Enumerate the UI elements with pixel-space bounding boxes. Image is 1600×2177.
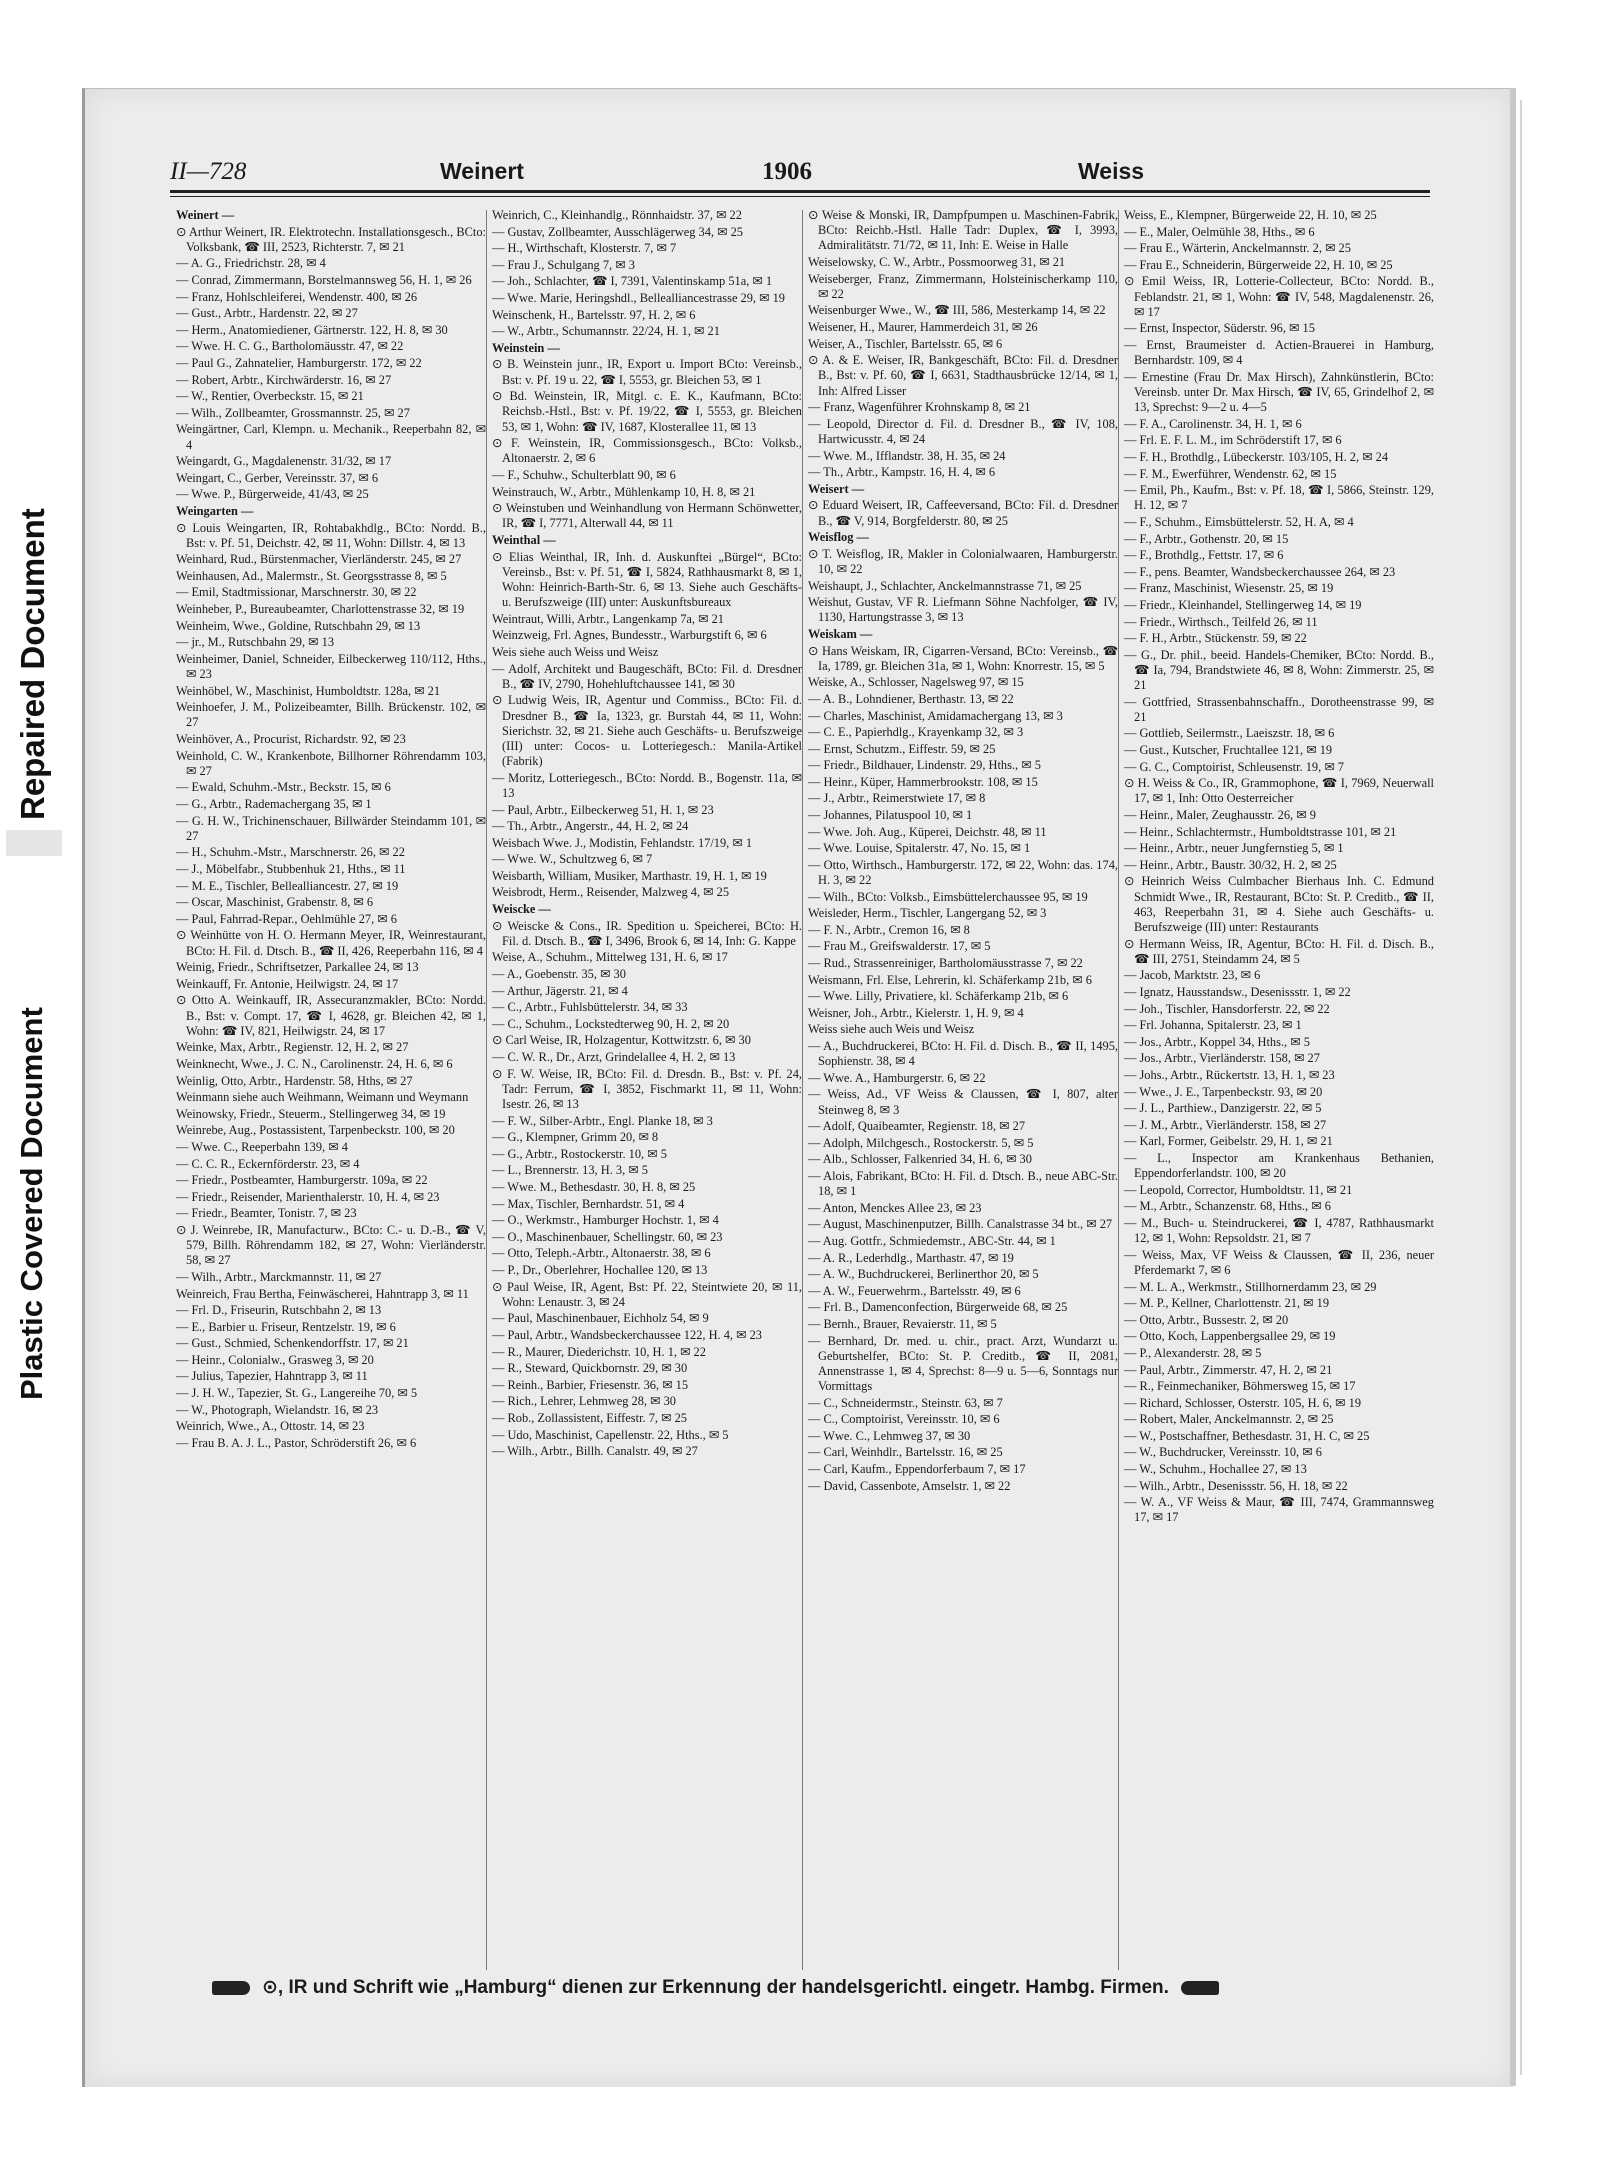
column-divider <box>802 210 803 1970</box>
directory-entry: Weinhausen, Ad., Malermstr., St. Georgsstrasse 8, ✉ 5 <box>176 568 447 583</box>
firm-entry <box>492 501 802 531</box>
directory-entry: Weiss siehe auch Weis und Weisz <box>808 1022 975 1037</box>
directory-entry: — Jos., Arbtr., Vierländerstr. 158, ✉ 27 <box>1124 1051 1320 1066</box>
directory-entry: — A. G., Friedrichstr. 28, ✉ 4 <box>176 256 326 271</box>
directory-entry: — H., Wirthschaft, Klosterstr. 7, ✉ 7 <box>492 241 677 256</box>
directory-entry: — Weiss, Max, VF Weiss & Claussen, ☎ II, 236, neuer Pferdemarkt 7, ✉ 6 <box>1124 1247 1434 1277</box>
firm-entry <box>492 1280 802 1310</box>
directory-entry: — G., Arbtr., Rademachergang 35, ✉ 1 <box>176 797 372 812</box>
column-1 <box>176 208 486 1968</box>
directory-entry: — Th., Arbtr., Kampstr. 16, H. 4, ✉ 6 <box>808 465 996 480</box>
firm-entry-text: ⊙ Carl Weise, IR, Holzagentur, Kottwitzstr. 6, ✉ 30 <box>492 1033 751 1048</box>
pointing-hand-icon <box>1181 1981 1219 1995</box>
firm-entry <box>1124 274 1434 320</box>
directory-entry: — Rob., Zollassistent, Eiffestr. 7, ✉ 25 <box>492 1410 687 1425</box>
directory-entry: — Friedr., Beamter, Tonistr. 7, ✉ 23 <box>176 1206 357 1221</box>
directory-entry: — M. E., Tischler, Bellealliancestr. 27, ✉ 19 <box>176 878 399 893</box>
firm-entry <box>176 1223 486 1269</box>
header-last-entry: Weiss <box>1078 158 1145 184</box>
directory-entry: — Wwe. W., Schultzweg 6, ✉ 7 <box>492 852 653 867</box>
directory-entry: — C., Schneidermstr., Steinstr. 63, ✉ 7 <box>808 1395 1003 1410</box>
directory-entry: — Frau E., Wärterin, Anckelmannstr. 2, ✉ 25 <box>1124 241 1351 256</box>
directory-entry: — Paul, Arbtr., Wandsbeckerchaussee 122, H. 4, ✉ 23 <box>492 1327 762 1342</box>
directory-entry: — Wwe. M., Ifflandstr. 38, H. 35, ✉ 24 <box>808 448 1006 463</box>
column-2 <box>492 208 802 1968</box>
section-heading: Weinert — <box>176 208 235 222</box>
directory-entry: — jr., M., Rutschbahn 29, ✉ 13 <box>176 635 335 650</box>
column-4 <box>1124 208 1434 1968</box>
directory-entry: Weismann, Frl. Else, Lehrerin, kl. Schäferkamp 21b, ✉ 6 <box>808 972 1092 987</box>
directory-entry: Weinreich, Frau Bertha, Feinwäscherei, Hahntrapp 3, ✉ 11 <box>176 1286 469 1301</box>
directory-entry: Weinschenk, H., Bartelsstr. 97, H. 2, ✉ 6 <box>492 307 696 322</box>
firm-entry <box>492 550 802 611</box>
directory-entry: — Weiss, Ad., VF Weiss & Claussen, ☎ I, 807, alter Steinweg 8, ✉ 3 <box>808 1087 1118 1117</box>
directory-entry: — Gust., Schmied, Schenkendorffstr. 17, ✉ 21 <box>176 1336 409 1351</box>
directory-entry: — Ernst, Schutzm., Eiffestr. 59, ✉ 25 <box>808 741 996 756</box>
firm-entry-text: ⊙ Paul Weise, IR, Agent, Bst: Pf. 22, Steintwiete 20, ✉ 11, Wohn: Lenaustr. 3, ✉ 24 <box>492 1279 802 1309</box>
footer-note: ⊙, IR und Schrift wie „Hamburg“ dienen zur Erkennung der handelsgerichtl. eingetr. Hambg. Firmen. <box>262 1977 1169 1998</box>
firm-entry <box>492 1067 802 1113</box>
directory-entry: — Johs., Arbtr., Rückertstr. 13, H. 1, ✉ 23 <box>1124 1068 1335 1082</box>
directory-entry: — G., Klempner, Grimm 20, ✉ 8 <box>492 1130 659 1145</box>
directory-entry: — Jos., Arbtr., Koppel 34, Hths., ✉ 5 <box>1124 1034 1310 1049</box>
directory-entry: — Wilh., Arbtr., Marckmannstr. 11, ✉ 27 <box>176 1269 382 1284</box>
directory-entry: — Adolf, Architekt und Baugeschäft, BCto: Fil. d. Dresdner B., ☎ IV, 2790, Hohehluftchaussee 141, ✉ 30 <box>492 661 802 691</box>
directory-entry: Weinhold, C. W., Krankenbote, Billhorner Röhrendamm 103, ✉ 27 <box>176 748 486 778</box>
directory-entry: Weishaupt, J., Schlachter, Anckelmannstrasse 71, ✉ 25 <box>808 578 1082 593</box>
directory-entry: — Gust., Arbtr., Hardenstr. 22, ✉ 27 <box>176 306 358 321</box>
directory-entry: — M. L. A., Werkmstr., Stillhornerdamm 23, ✉ 29 <box>1124 1279 1377 1294</box>
firm-entry-text: ⊙ Hans Weiskam, IR, Cigarren-Versand, BCto: Vereinsb., ☎ Ia, 1789, gr. Bleichen 31a, ✉ 1, Wohn: Knorrestr. 15, ✉ 5 <box>808 643 1118 673</box>
directory-entry: — J. L., Parthiew., Danzigerstr. 22, ✉ 5 <box>1124 1101 1322 1116</box>
directory-entry: — Friedr., Kleinhandel, Stellingerweg 14, ✉ 19 <box>1124 597 1362 612</box>
spine-divider <box>6 830 62 856</box>
directory-entry: — Johannes, Pilatuspool 10, ✉ 1 <box>808 808 973 823</box>
directory-entry: — E., Barbier u. Friseur, Rentzelstr. 19, ✉ 6 <box>176 1319 396 1334</box>
directory-entry: — Ernst, Braumeister d. Actien-Brauerei in Hamburg, Bernhardstr. 109, ✉ 4 <box>1124 337 1434 368</box>
directory-entry: Weisenburger Wwe., W., ☎ III, 586, Mesterkamp 14, ✉ 22 <box>808 303 1106 318</box>
directory-entry: — H., Schuhm.-Mstr., Marschnerstr. 26, ✉ 22 <box>176 845 405 860</box>
directory-entry: — Ewald, Schuhm.-Mstr., Beckstr. 15, ✉ 6 <box>176 780 391 795</box>
firm-entry-text: ⊙ Louis Weingarten, IR, Rohtabakhdlg., BCto: Nordd. B., Bst: v. Pf. 51, Deichstr. 42, ✉ 11, Wohn: Dillstr. 4, ✉ 13 <box>176 520 486 550</box>
header-rule-thin <box>170 196 1430 197</box>
directory-entry: — W., Buchdrucker, Vereinsstr. 10, ✉ 6 <box>1124 1445 1322 1460</box>
directory-entry: — Wwe. H. C. G., Bartholomäusstr. 47, ✉ 22 <box>176 339 404 354</box>
directory-entry: — A., Buchdruckerei, BCto: H. Fil. d. Disch. B., ☎ II, 1495, Sophienstr. 38, ✉ 4 <box>808 1038 1118 1069</box>
directory-entry: Weinowsky, Friedr., Steuerm., Stellingerweg 34, ✉ 19 <box>176 1106 446 1121</box>
firm-entry <box>176 993 486 1039</box>
directory-entry: — Wwe. Lilly, Privatiere, kl. Schäferkamp 21b, ✉ 6 <box>808 989 1069 1004</box>
page-edge-inner <box>1520 100 1522 2075</box>
firm-entry-text: ⊙ T. Weisflog, IR, Makler in Colonialwaaren, Hamburgerstr. 10, ✉ 22 <box>808 546 1118 576</box>
column-divider <box>1118 210 1119 1970</box>
directory-entry: — Frl. E. F. L. M., im Schröderstift 17, ✉ 6 <box>1124 433 1342 448</box>
directory-entry: Weisbrodt, Herm., Reisender, Malzweg 4, ✉ 25 <box>492 885 730 900</box>
directory-entry: — J., Möbelfabr., Stubbenhuk 21, Hths., ✉ 11 <box>176 862 406 877</box>
directory-entry: — Heinr., Arbtr., neuer Jungfernstieg 5, ✉ 1 <box>1124 841 1344 856</box>
directory-entry: — A. W., Buchdruckerei, Berlinerthor 20, ✉ 5 <box>808 1267 1039 1282</box>
directory-entry: — Joh., Schlachter, ☎ I, 7391, Valentinskamp 51a, ✉ 1 <box>492 274 773 289</box>
directory-entry: — Wwe. C., Lehmweg 37, ✉ 30 <box>808 1428 971 1443</box>
directory-entry: — M., Buch- u. Steindruckerei, ☎ I, 4787, Rathhausmarkt 12, ✉ 1, Wohn: Repsoldstr. 21, ✉ 7 <box>1124 1215 1434 1246</box>
section-heading: Weisert — <box>808 481 865 496</box>
directory-entry: — Heinr., Arbtr., Baustr. 30/32, H. 2, ✉ 25 <box>1124 857 1337 872</box>
firm-entry-text: ⊙ F. W. Weise, IR, BCto: Fil. d. Dresdn. B., Bst: v. Pf. 24, Tadr: Ferrum, ☎ I, 3852, Fischmarkt 11, ✉ 11, Wohn: Isestr. 26, ✉ 13 <box>492 1066 802 1112</box>
directory-entry: — W. A., VF Weiss & Maur, ☎ III, 7474, Grammannsweg 17, ✉ 17 <box>1124 1495 1434 1525</box>
directory-entry: — Wwe., J. E., Tarpenbeckstr. 93, ✉ 20 <box>1124 1084 1323 1099</box>
directory-entry: — Otto, Wirthsch., Hamburgerstr. 172, ✉ 22, Wohn: das. 174, H. 3, ✉ 22 <box>808 857 1118 888</box>
firm-entry <box>808 547 1118 577</box>
firm-entry <box>176 225 486 255</box>
directory-entry: — G., Arbtr., Rostockerstr. 10, ✉ 5 <box>492 1146 667 1161</box>
firm-entry-text: ⊙ Ludwig Weis, IR, Agentur und Commiss., BCto: Fil. d. Dresdner B., ☎ Ia, 1323, gr. Burstah 44, ✉ 11, Wohn: Sierichstr. 32, ✉ 21. Siehe auch Geschäfts- u. Berufszweige (III) unter: Cocos- u. Lotteriegesch.: Manila-Artikel (Fabrik) <box>492 693 802 769</box>
directory-entry: — Gottlieb, Seilermstr., Laeiszstr. 18, ✉ 6 <box>1124 726 1335 741</box>
directory-entry: Weinhöbel, W., Maschinist, Humboldtstr. 128a, ✉ 21 <box>176 683 441 698</box>
firm-entry <box>808 208 1118 254</box>
directory-entry: — Paul G., Zahnatelier, Hamburgerstr. 172, ✉ 22 <box>176 355 422 370</box>
directory-entry: — O., Werkmstr., Hamburger Hochstr. 1, ✉ 4 <box>492 1213 719 1228</box>
page-number: II—728 <box>170 158 247 185</box>
directory-entry: — Ernestine (Frau Dr. Max Hirsch), Zahnkünstlerin, BCto: Vereinsb. unter Dr. Max Hirsch, ☎ IV, 65, Grindelhof 2, ✉ 13, Sprechst: 9—2 u. 4—5 <box>1124 369 1434 415</box>
directory-entry: — A. R., Lederhdlg., Marthastr. 47, ✉ 19 <box>808 1250 1014 1265</box>
directory-entry: — Max, Tischler, Bernhardstr. 51, ✉ 4 <box>492 1196 685 1211</box>
directory-entry: — F., Arbtr., Gothenstr. 20, ✉ 15 <box>1124 531 1289 546</box>
directory-entry: — R., Maurer, Diederichstr. 10, H. 1, ✉ 22 <box>492 1344 706 1359</box>
directory-entry: — Friedr., Wirthsch., Teilfeld 26, ✉ 11 <box>1124 614 1318 629</box>
plastic-covered-label: Plastic Covered Document <box>14 1007 49 1400</box>
section-heading: Weinthal — <box>492 532 556 547</box>
directory-entry: — Franz, Wagenführer Krohnskamp 8, ✉ 21 <box>808 400 1031 415</box>
directory-entry: Weiske, A., Schlosser, Nagelsweg 97, ✉ 15 <box>808 675 1024 690</box>
firm-entry <box>492 357 802 387</box>
directory-entry: Weinknecht, Wwe., J. C. N., Carolinenstr. 24, H. 6, ✉ 6 <box>176 1056 453 1071</box>
firm-entry-text: ⊙ Eduard Weisert, IR, Caffeeversand, BCto: Fil. d. Dresdner B., ☎ V, 914, Borgfelderstr. 80, ✉ 25 <box>808 498 1118 528</box>
directory-entry: — Wwe. Marie, Heringshdl., Bellealliancestrasse 29, ✉ 19 <box>492 290 785 305</box>
directory-entry: — Reinh., Barbier, Friesenstr. 36, ✉ 15 <box>492 1377 689 1392</box>
directory-entry: Weingärtner, Carl, Klempn. u. Mechanik., Reeperbahn 82, ✉ 4 <box>176 422 486 452</box>
firm-entry-text: ⊙ Weinstuben und Weinhandlung von Hermann Schönwetter, IR, ☎ I, 7771, Alterwall 44, ✉ 11 <box>492 501 802 531</box>
firm-entry <box>808 498 1118 528</box>
directory-entry: — Anton, Menckes Allee 23, ✉ 23 <box>808 1200 982 1215</box>
directory-entry: — O., Maschinenbauer, Schellingstr. 60, ✉ 23 <box>492 1229 723 1244</box>
directory-entry: Weinhoefer, J. M., Polizeibeamter, Billh. Brückenstr. 102, ✉ 27 <box>176 700 486 730</box>
directory-entry: — Frau B. A. J. L., Pastor, Schröderstift 26, ✉ 6 <box>176 1435 417 1450</box>
directory-entry: Weisbach Wwe. J., Modistin, Fehlandstr. 17/19, ✉ 1 <box>492 835 753 850</box>
directory-entry: — Paul, Fahrrad-Repar., Oehlmühle 27, ✉ 6 <box>176 911 397 926</box>
directory-entry: Weinhard, Rud., Bürstenmacher, Vierländerstr. 245, ✉ 27 <box>176 552 462 567</box>
directory-entry: Weis siehe auch Weiss und Weisz <box>492 644 659 659</box>
directory-entry: — Otto, Teleph.-Arbtr., Altonaerstr. 38, ✉ 6 <box>492 1246 711 1261</box>
page-edge <box>1510 88 1516 2086</box>
directory-entry: Weisleder, Herm., Tischler, Langergang 52, ✉ 3 <box>808 906 1047 921</box>
directory-entry: — Gottfried, Strassenbahnschaffn., Dorotheenstrasse 99, ✉ 21 <box>1124 694 1434 724</box>
firm-entry-text: ⊙ A. & E. Weiser, IR, Bankgeschäft, BCto: Fil. d. Dresdner B., Bst: v. Pf. 60, ☎ I, 6631, Stadthausbrücke 12/14, ✉ 1, Inh: Alfred Lisser <box>808 353 1118 398</box>
section-heading: Weingarten — <box>176 503 254 518</box>
directory-entry: — Moritz, Lotteriegesch., BCto: Nordd. B., Bogenstr. 11a, ✉ 13 <box>492 770 802 800</box>
directory-entry: Weinlig, Otto, Arbtr., Hardenstr. 58, Hths, ✉ 27 <box>176 1073 413 1088</box>
directory-entry: Weinrich, C., Kleinhandlg., Rönnhaidstr. 37, ✉ 22 <box>492 208 742 222</box>
directory-entry: Weinheim, Wwe., Goldine, Rutschbahn 29, ✉ 13 <box>176 618 421 633</box>
firm-entry <box>492 436 802 466</box>
directory-entry: — Joh., Tischler, Hansdorferstr. 22, ✉ 22 <box>1124 1001 1330 1016</box>
firm-entry-text: ⊙ Arthur Weinert, IR. Elektrotechn. Installationsgesch., BCto: Volksbank, ☎ III, 2523, Richterstr. 7, ✉ 21 <box>176 224 486 254</box>
directory-entry: — Friedr., Reisender, Marienthalerstr. 10, H. 4, ✉ 23 <box>176 1189 440 1204</box>
directory-entry: — Franz, Maschinist, Wiesenstr. 25, ✉ 19 <box>1124 581 1334 596</box>
section-heading: Weinstein — <box>492 340 560 355</box>
directory-entry: — C. C. R., Eckernförderstr. 23, ✉ 4 <box>176 1156 360 1171</box>
firm-entry <box>1124 937 1434 967</box>
directory-entry: — Gustav, Zollbeamter, Ausschlägerweg 34, ✉ 25 <box>492 224 743 239</box>
directory-entry: Weisner, Joh., Arbtr., Kielerstr. 1, H. 9, ✉ 4 <box>808 1005 1024 1020</box>
firm-entry-text: ⊙ Hermann Weiss, IR, Agentur, BCto: H. Fil. d. Disch. B., ☎ III, 2751, Steindamm 24, ✉ 5 <box>1124 936 1434 966</box>
directory-entry: — A. B., Lohndiener, Berthastr. 13, ✉ 22 <box>808 691 1014 706</box>
header-rule <box>170 190 1430 193</box>
directory-entry: — Adolph, Milchgesch., Rostockerstr. 5, ✉ 5 <box>808 1135 1034 1150</box>
directory-entry: Weisbarth, William, Musiker, Marthastr. 19, H. 1, ✉ 19 <box>492 868 767 883</box>
directory-entry: — Wwe. C., Reeperbahn 139, ✉ 4 <box>176 1139 348 1154</box>
directory-entry: — J. H. W., Tapezier, St. G., Langereihe 70, ✉ 5 <box>176 1386 418 1401</box>
directory-entry: Weinkauff, Fr. Antonie, Heilwigstr. 24, ✉ 17 <box>176 976 399 991</box>
directory-entry: — F., Schuhw., Schulterblatt 90, ✉ 6 <box>492 467 676 482</box>
directory-entry: — J. M., Arbtr., Vierländerstr. 158, ✉ 27 <box>1124 1117 1327 1132</box>
firm-entry-text: ⊙ B. Weinstein junr., IR, Export u. Import BCto: Vereinsb., Bst: v. Pf. 19 u. 22, ☎ I, 5553, gr. Bleichen 53, ✉ 1 <box>492 357 802 387</box>
directory-entry: — F. W., Silber-Arbtr., Engl. Planke 18, ✉ 3 <box>492 1113 713 1128</box>
directory-entry: — Richard, Schlosser, Osterstr. 105, H. 6, ✉ 19 <box>1124 1395 1362 1410</box>
directory-entry: Weiser, A., Tischler, Bartelsstr. 65, ✉ 6 <box>808 336 1003 351</box>
directory-entry: — Wwe. P., Bürgerweide, 41/43, ✉ 25 <box>176 487 369 502</box>
pointing-hand-icon <box>212 1981 250 1995</box>
firm-entry <box>1124 874 1434 935</box>
directory-entry: — August, Maschinenputzer, Billh. Canalstrasse 34 bt., ✉ 27 <box>808 1217 1113 1232</box>
firm-entry <box>176 928 486 958</box>
directory-entry: — Frl. D., Friseurin, Rutschbahn 2, ✉ 13 <box>176 1303 382 1318</box>
directory-entry: — W., Rentier, Overbeckstr. 15, ✉ 21 <box>176 389 364 404</box>
directory-entry: — E., Maler, Oelmühle 38, Hths., ✉ 6 <box>1124 224 1315 239</box>
directory-entry: — Gust., Kutscher, Fruchtallee 121, ✉ 19 <box>1124 743 1333 758</box>
directory-entry: — W., Arbtr., Schumannstr. 22/24, H. 1, ✉ 21 <box>492 324 720 339</box>
directory-entry: Weiss, E., Klempner, Bürgerweide 22, H. 10, ✉ 25 <box>1124 208 1377 222</box>
directory-entry: — Wilh., Arbtr., Desenissstr. 56, H. 18, ✉ 22 <box>1124 1478 1348 1493</box>
directory-entry: — J., Arbtr., Reimerstwiete 17, ✉ 8 <box>808 791 986 806</box>
directory-entry: — Robert, Maler, Anckelmannstr. 2, ✉ 25 <box>1124 1412 1334 1427</box>
directory-entry: Weinstrauch, W., Arbtr., Mühlenkamp 10, H. 8, ✉ 21 <box>492 484 756 499</box>
directory-entry: — Bernhard, Dr. med. u. chir., pract. Arzt, Wundarzt u. Geburtshelfer, BCto: St. P. Creditb., ☎ II, 2081, Annenstrasse 1, ✉ 4, Sprechst: 8—9 u. 5—6, Sonntags nur Vormittags <box>808 1333 1118 1394</box>
directory-entry: — Wilh., BCto: Volksb., Eimsbüttelerchaussee 95, ✉ 19 <box>808 889 1088 904</box>
directory-entry: — Otto, Koch, Lappenbergsallee 29, ✉ 19 <box>1124 1329 1336 1344</box>
directory-entry: — C. W. R., Dr., Arzt, Grindelallee 4, H. 2, ✉ 13 <box>492 1050 736 1065</box>
directory-entry: — Wwe. M., Bethesdastr. 30, H. 8, ✉ 25 <box>492 1179 696 1194</box>
directory-entry: — F., Brothdlg., Fettstr. 17, ✉ 6 <box>1124 548 1284 563</box>
directory-entry: — G., Dr. phil., beeid. Handels-Chemiker, BCto: Nordd. B., ☎ Ia, 794, Brandstwiete 46, ✉ 8, Wohn: Zimmerstr. 25, ✉ 21 <box>1124 647 1434 693</box>
directory-entry: — F. M., Ewerführer, Wendenstr. 62, ✉ 15 <box>1124 466 1337 481</box>
firm-entry-text: ⊙ Emil Weiss, IR, Lotterie-Collecteur, BCto: Nordd. B., Feblandstr. 21, ✉ 1, Wohn: ☎ IV, 548, Magdalenenstr. 26, ✉ 17 <box>1124 274 1434 319</box>
firm-entry-text: ⊙ Weinhütte von H. O. Hermann Meyer, IR, Weinrestaurant, BCto: H. Fil. d. Dtsch. B., ☎ II, 426, Reeperbahn 116, ✉ 4 <box>176 928 486 958</box>
directory-entry: — Robert, Arbtr., Kirchwärderstr. 16, ✉ 27 <box>176 372 392 387</box>
directory-entry: — Oscar, Maschinist, Grabenstr. 8, ✉ 6 <box>176 895 374 910</box>
directory-entry: — F., Schuhm., Eimsbüttelerstr. 52, H. A, ✉ 4 <box>1124 514 1354 529</box>
directory-entry: — Leopold, Director d. Fil. d. Dresdner B., ☎ IV, 108, Hartwicusstr. 4, ✉ 24 <box>808 416 1118 446</box>
column-divider <box>486 210 487 1970</box>
section-heading: Weiskam — <box>808 626 873 641</box>
directory-entry: — C., Schuhm., Lockstedterweg 90, H. 2, ✉ 20 <box>492 1016 730 1031</box>
directory-entry: — Rud., Strassenreiniger, Bartholomäusstrasse 7, ✉ 22 <box>808 956 1083 971</box>
directory-entry: — Charles, Maschinist, Amidamachergang 13, ✉ 3 <box>808 708 1063 723</box>
directory-entry: — Alois, Fabrikant, BCto: H. Fil. d. Dtsch. B., neue ABC-Str. 18, ✉ 1 <box>808 1168 1118 1199</box>
directory-entry: — F. A., Carolinenstr. 34, H. 1, ✉ 6 <box>1124 416 1302 431</box>
directory-entry: — F. H., Arbtr., Stückenstr. 59, ✉ 22 <box>1124 631 1307 646</box>
directory-entry: Weiseberger, Franz, Zimmermann, Holsteinischerkamp 110, ✉ 22 <box>808 271 1118 301</box>
directory-entry: — C., Arbtr., Fuhlsbüttelerstr. 34, ✉ 33 <box>492 1000 688 1015</box>
directory-entry: — Paul, Maschinenbauer, Eichholz 54, ✉ 9 <box>492 1311 709 1326</box>
directory-entry: Weingart, C., Gerber, Vereinsstr. 37, ✉ 6 <box>176 470 379 485</box>
repaired-document-label: Repaired Document <box>14 508 51 820</box>
directory-entry: Weintraut, Willi, Arbtr., Langenkamp 7a, ✉ 21 <box>492 611 724 626</box>
directory-entry: Weinheber, P., Bureaubeamter, Charlottenstrasse 32, ✉ 19 <box>176 602 465 617</box>
directory-entry: — Wwe. Joh. Aug., Küperei, Deichstr. 48, ✉ 11 <box>808 824 1047 839</box>
directory-entry: — L., Inspector am Krankenhaus Bethanien, Eppendorferlandstr. 100, ✉ 20 <box>1124 1150 1434 1181</box>
directory-entry: — A. W., Feuerwehrm., Bartelsstr. 49, ✉ 6 <box>808 1283 1021 1298</box>
directory-entry: — Friedr., Bildhauer, Lindenstr. 29, Hths., ✉ 5 <box>808 758 1041 773</box>
header-first-entry: Weinert <box>440 158 524 184</box>
directory-entry: — C. E., Papierhdlg., Krayenkamp 32, ✉ 3 <box>808 725 1024 740</box>
firm-entry-text: ⊙ Bd. Weinstein, IR, Mitgl. c. E. K., Kaufmann, BCto: Reichsb.-Hstl., Bst: v. Pf. 19/22, ☎ I, 5553, gr. Bleichen 53, ✉ 1, Wohn: ☎ IV, 1687, Klosterallee 11, ✉ 13 <box>492 389 802 434</box>
directory-entry: — Ernst, Inspector, Süderstr. 96, ✉ 15 <box>1124 321 1315 336</box>
directory-entry: — M., Arbtr., Schanzenstr. 68, Hths., ✉ 6 <box>1124 1199 1331 1214</box>
directory-entry: — Otto, Arbtr., Bussestr. 2, ✉ 20 <box>1124 1312 1289 1327</box>
directory-entry: — David, Cassenbote, Amselstr. 1, ✉ 22 <box>808 1478 1011 1493</box>
directory-entry: Weinmann siehe auch Weihmann, Weimann und Weymann <box>176 1090 469 1105</box>
directory-entry: Weiselowsky, C. W., Arbtr., Possmoorweg 31, ✉ 21 <box>808 255 1066 269</box>
directory-entry: — Carl, Kaufm., Eppendorferbaum 7, ✉ 17 <box>808 1462 1026 1477</box>
directory-entry: Weinrebe, Aug., Postassistent, Tarpenbeckstr. 100, ✉ 20 <box>176 1123 455 1138</box>
directory-entry: — R., Steward, Quickbornstr. 29, ✉ 30 <box>492 1361 688 1376</box>
firm-entry-text: ⊙ Elias Weinthal, IR, Inh. d. Auskunftei „Bürgel“, BCto: Vereinsb., Bst: v. Pf. 51, ☎ I, 5824, Rathhausmarkt 8, ✉ 1, Wohn: Heinrich-Barth-Str. 6, ✉ 13. Siehe auch Geschäfts- u. Berufszweige (III) unter: Auskunftsbureaux <box>492 549 802 610</box>
directory-entry: — Wilh., Zollbeamter, Grossmannstr. 25, ✉ 27 <box>176 405 410 420</box>
firm-entry <box>808 353 1118 399</box>
firm-entry-text: ⊙ H. Weiss & Co., IR, Grammophone, ☎ I, 7969, Neuerwall 17, ✉ 1, Inh: Otto Oesterreicher <box>1124 776 1434 806</box>
directory-entry: — L., Brennerstr. 13, H. 3, ✉ 5 <box>492 1163 648 1178</box>
directory-entry: — A., Goebenstr. 35, ✉ 30 <box>492 967 626 982</box>
directory-entry: — Julius, Tapezier, Hahntrapp 3, ✉ 11 <box>176 1369 368 1384</box>
directory-entry: — Udo, Maschinist, Capellenstr. 22, Hths., ✉ 5 <box>492 1427 729 1442</box>
directory-entry: Weise, A., Schuhm., Mittelweg 131, H. 6, ✉ 17 <box>492 950 728 965</box>
directory-entry: — Ignatz, Hausstandsw., Desenissstr. 1, ✉ 22 <box>1124 985 1351 1000</box>
firm-entry <box>808 644 1118 674</box>
firm-entry <box>176 521 486 551</box>
directory-entry: Weingardt, G., Magdalenenstr. 31/32, ✉ 17 <box>176 454 392 469</box>
firm-entry-text: ⊙ Weise & Monski, IR, Dampfpumpen u. Maschinen-Fabrik, BCto: Reichb.-Hstl. Halle Tadr: Duplex, ☎ I, 3993, Admiralitätstr. 71/72, ✉ 11, Inh: E. Weise in Halle <box>808 208 1118 253</box>
directory-entry: — Frau M., Greifswalderstr. 17, ✉ 5 <box>808 939 991 954</box>
directory-entry: — Frau J., Schulgang 7, ✉ 3 <box>492 257 635 272</box>
directory-entry: — Wwe. Louise, Spitalerstr. 47, No. 15, ✉ 1 <box>808 841 1031 856</box>
directory-entry: Weinzweig, Frl. Agnes, Bundesstr., Warburgstift 6, ✉ 6 <box>492 628 767 643</box>
directory-entry: — Th., Arbtr., Angerstr., 44, H. 2, ✉ 24 <box>492 819 689 834</box>
directory-entry: Weisener, H., Maurer, Hammerdeich 31, ✉ 26 <box>808 319 1038 334</box>
directory-entry: — Rich., Lehrer, Lehmweg 28, ✉ 30 <box>492 1394 676 1409</box>
directory-entry: — Emil, Ph., Kaufm., Bst: v. Pf. 18, ☎ I, 5866, Steinstr. 129, H. 12, ✉ 7 <box>1124 483 1434 513</box>
firm-entry <box>492 919 802 949</box>
directory-entry: — Carl, Weinhdlr., Bartelsstr. 16, ✉ 25 <box>808 1445 1003 1460</box>
directory-entry: — Heinr., Maler, Zeughausstr. 26, ✉ 9 <box>1124 808 1316 823</box>
directory-entry: — M. P., Kellner, Charlottenstr. 21, ✉ 19 <box>1124 1296 1330 1311</box>
directory-entry: — W., Schuhm., Hochallee 27, ✉ 13 <box>1124 1462 1307 1477</box>
firm-entry <box>1124 776 1434 806</box>
directory-entry: — Franz, Hohlschleiferei, Wendenstr. 400, ✉ 26 <box>176 289 418 304</box>
directory-entry: — R., Feinmechaniker, Böhmersweg 15, ✉ 17 <box>1124 1379 1356 1394</box>
directory-entry: — Frau E., Schneiderin, Bürgerweide 22, H. 10, ✉ 25 <box>1124 257 1393 272</box>
directory-entry: Weinhöver, A., Procurist, Richardstr. 92, ✉ 23 <box>176 732 406 747</box>
directory-entry: — Jacob, Marktstr. 23, ✉ 6 <box>1124 968 1261 983</box>
directory-entry: Weinke, Max, Arbtr., Regienstr. 12, H. 2, ✉ 27 <box>176 1040 409 1055</box>
directory-entry: — C., Comptoirist, Vereinsstr. 10, ✉ 6 <box>808 1412 1000 1427</box>
directory-entry: — Heinr., Küper, Hammerbrookstr. 108, ✉ 15 <box>808 774 1038 789</box>
directory-entry: — G. H. W., Trichinenschauer, Billwärder Steindamm 101, ✉ 27 <box>176 813 486 843</box>
column-3 <box>808 208 1118 1968</box>
directory-entry: — F. N., Arbtr., Cremon 16, ✉ 8 <box>808 922 970 937</box>
directory-entry: — Arthur, Jägerstr. 21, ✉ 4 <box>492 983 628 998</box>
firm-entry-text: ⊙ F. Weinstein, IR, Commissionsgesch., BCto: Volksb., Altonaerstr. 2, ✉ 6 <box>492 436 802 466</box>
firm-entry <box>492 389 802 435</box>
directory-entry: Weinheimer, Daniel, Schneider, Eilbeckerweg 110/112, Hths., ✉ 23 <box>176 651 486 682</box>
directory-entry: — P., Dr., Oberlehrer, Hochallee 120, ✉ 13 <box>492 1262 708 1277</box>
directory-entry: — W., Photograph, Wielandstr. 16, ✉ 23 <box>176 1402 379 1417</box>
directory-entry: Weishut, Gustav, VF R. Liefmann Söhne Nachfolger, ☎ IV, 1130, Hartungstrasse 3, ✉ 13 <box>808 595 1118 625</box>
directory-entry: Weinig, Friedr., Schriftsetzer, Parkallee 24, ✉ 13 <box>176 960 419 975</box>
directory-entry: — W., Postschaffner, Bethesdastr. 31, H. C, ✉ 25 <box>1124 1428 1370 1443</box>
directory-entry: — Bernh., Brauer, Revaierstr. 11, ✉ 5 <box>808 1316 997 1331</box>
section-heading: Weisflog — <box>808 530 869 545</box>
directory-entry: — Friedr., Postbeamter, Hamburgerstr. 109a, ✉ 22 <box>176 1173 428 1188</box>
directory-entry: — G. C., Comptoirist, Schleusenstr. 19, ✉ 7 <box>1124 759 1344 774</box>
directory-entry: Weinrich, Wwe., A., Ottostr. 14, ✉ 23 <box>176 1419 365 1434</box>
directory-entry: — Wilh., Arbtr., Billh. Canalstr. 49, ✉ 27 <box>492 1444 698 1459</box>
firm-entry-text: ⊙ Heinrich Weiss Culmbacher Bierhaus Inh. C. Edmund Schmidt Wwe., IR, Restaurant, BCto: St. P. Creditb., ☎ II, 463, Reeperbahn 31, ✉ 4. Siehe auch Geschäfts- u. Berufszweige (III) unter: Restaurants <box>1124 874 1434 935</box>
directory-entry: — Leopold, Corrector, Humboldtstr. 11, ✉ 21 <box>1124 1182 1353 1197</box>
directory-entry: — Frl. Johanna, Spitalerstr. 23, ✉ 1 <box>1124 1018 1302 1033</box>
directory-entry: — P., Alexanderstr. 28, ✉ 5 <box>1124 1345 1262 1360</box>
directory-entry: — Paul, Arbtr., Eilbeckerweg 51, H. 1, ✉ 23 <box>492 802 714 817</box>
directory-entry: — Conrad, Zimmermann, Borstelmannsweg 56, H. 1, ✉ 26 <box>176 272 472 287</box>
directory-entry: — Wwe. A., Hamburgerstr. 6, ✉ 22 <box>808 1070 986 1085</box>
section-heading: Weiscke — <box>492 902 551 917</box>
header-year: 1906 <box>762 158 812 185</box>
firm-entry-text: ⊙ Otto A. Weinkauff, IR, Assecuranzmakler, BCto: Nordd. B., Bst: v. Compt. 17, ☎ I, 4628, gr. Bleichen 42, ✉ 1, Wohn: ☎ IV, 821, Heilwigstr. 24, ✉ 17 <box>176 993 486 1038</box>
directory-entry: — Alb., Schlosser, Falkenried 34, H. 6, ✉ 30 <box>808 1152 1032 1167</box>
directory-entry: — Heinr., Schlachtermstr., Humboldtstrasse 101, ✉ 21 <box>1124 824 1397 839</box>
directory-entry: — Karl, Former, Geibelstr. 29, H. 1, ✉ 21 <box>1124 1134 1333 1149</box>
directory-entry: — Frl. B., Damenconfection, Bürgerweide 68, ✉ 25 <box>808 1300 1068 1315</box>
directory-entry: — Aug. Gottfr., Schmiedemstr., ABC-Str. 44, ✉ 1 <box>808 1233 1056 1248</box>
directory-entry: — Paul, Arbtr., Zimmerstr. 47, H. 2, ✉ 21 <box>1124 1362 1333 1377</box>
directory-entry: — Emil, Stadtmissionar, Marschnerstr. 30, ✉ 22 <box>176 585 417 600</box>
page-footer <box>200 1976 1430 2010</box>
firm-entry-text: ⊙ J. Weinrebe, IR, Manufacturw., BCto: C.- u. D.-B., ☎ V, 579, Billh. Röhrendamm 182, ✉ 27, Wohn: Vierländerstr. 58, ✉ 27 <box>176 1222 486 1268</box>
firm-entry <box>492 1033 802 1048</box>
directory-entry: — F., pens. Beamter, Wandsbeckerchaussee 264, ✉ 23 <box>1124 564 1396 579</box>
firm-entry <box>492 693 802 769</box>
firm-entry-text: ⊙ Weiscke & Cons., IR. Spedition u. Speicherei, BCto: H. Fil. d. Dtsch. B., ☎ I, 3496, Brook 6, ✉ 14, Inh: G. Kappe <box>492 918 802 948</box>
directory-entry: — F. H., Brothdlg., Lübeckerstr. 103/105, H. 2, ✉ 24 <box>1124 449 1389 464</box>
binding-spine <box>0 130 68 1400</box>
directory-entry: — Adolf, Quaibeamter, Regienstr. 18, ✉ 27 <box>808 1119 1026 1134</box>
directory-entry: — Heinr., Colonialw., Grasweg 3, ✉ 20 <box>176 1352 374 1367</box>
directory-entry: — Herm., Anatomiediener, Gärtnerstr. 122, H. 8, ✉ 30 <box>176 322 448 337</box>
